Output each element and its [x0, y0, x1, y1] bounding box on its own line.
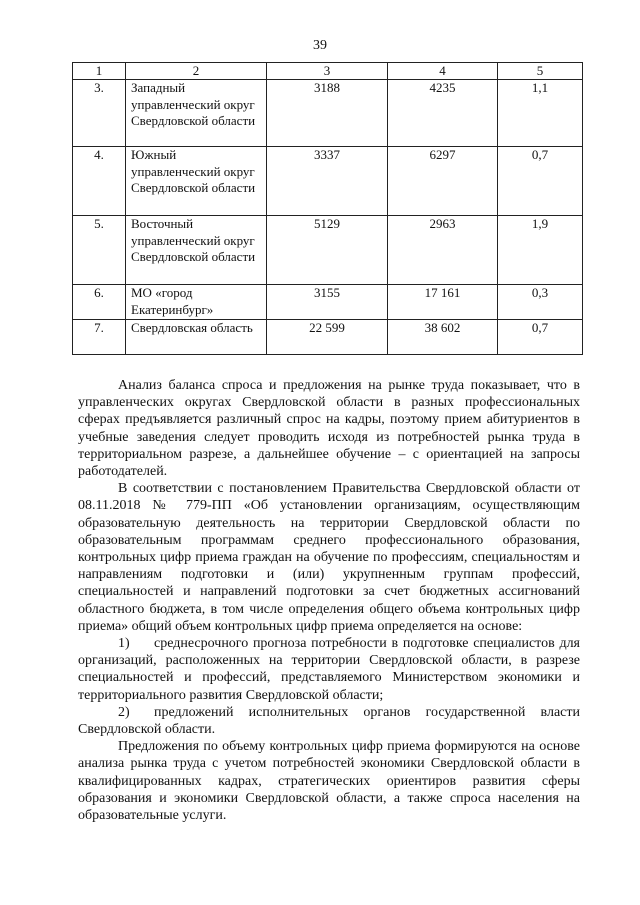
- column-header: 3: [267, 63, 388, 80]
- cell-value: 6297: [388, 147, 498, 216]
- body-text: [78, 377, 580, 824]
- cell-value: 38 602: [388, 320, 498, 355]
- region-name: Восточный управленческий округ Свердловской области: [126, 216, 267, 285]
- cell-value: 1,1: [498, 80, 583, 147]
- cell-value: 2963: [388, 216, 498, 285]
- page-number: 39: [313, 38, 327, 53]
- paragraph: В соответствии с постановлением Правительства Свердловской области от 08.11.2018 № 779-ПП «Об установлении организациям, осуществляющим образовательную деятельность на территории Свердловской области по образовательным программам среднего профессионального образования, контрольных цифр приема граждан на обучение по профессиям, специальностям и направлениям подготовки и (или) укрупненным группам профессий, специальностей и направлений подготовки за счет бюджетных ассигнований областного бюджета, в том числе определения общего объема контрольных цифр приема» общий объем контрольных цифр приема определяется на основе:: [78, 481, 580, 634]
- cell-value: 0,7: [498, 320, 583, 355]
- cell-value: 3155: [267, 285, 388, 320]
- region-name: Свердловская область: [126, 320, 267, 355]
- column-header: 4: [388, 63, 498, 80]
- list-item-number: 2): [118, 704, 130, 720]
- table-row: [73, 320, 583, 355]
- cell-value: 3337: [267, 147, 388, 216]
- table-row: [73, 147, 583, 216]
- cell-value: 0,7: [498, 147, 583, 216]
- paragraph: Предложения по объему контрольных цифр приема формируются на основе анализа рынка труда с учетом потребностей экономики Свердловской области в квалифицированных кадрах, стратегических ориентиров развития сферы образования и экономики Свердловской области, а также спроса населения на образовательные услуги.: [78, 739, 580, 824]
- table-row: [73, 80, 583, 147]
- column-header: 5: [498, 63, 583, 80]
- cell-value: 3188: [267, 80, 388, 147]
- column-header: 1: [73, 63, 126, 80]
- table-row: [73, 285, 583, 320]
- cell-value: 22 599: [267, 320, 388, 355]
- cell-value: 4235: [388, 80, 498, 147]
- row-number: 3.: [73, 80, 126, 147]
- row-number: 7.: [73, 320, 126, 355]
- region-name: МО «город Екатеринбург»: [126, 285, 267, 320]
- region-name: Южный управленческий округ Свердловской области: [126, 147, 267, 216]
- region-name: Западный управленческий округ Свердловской области: [126, 80, 267, 147]
- cell-value: 1,9: [498, 216, 583, 285]
- row-number: 6.: [73, 285, 126, 320]
- cell-value: 5129: [267, 216, 388, 285]
- row-number: 4.: [73, 147, 126, 216]
- cell-value: 17 161: [388, 285, 498, 320]
- table-row: [73, 216, 583, 285]
- list-item: [78, 704, 580, 738]
- row-number: 5.: [73, 216, 126, 285]
- statistics-table: [72, 62, 583, 355]
- column-header: 2: [126, 63, 267, 80]
- cell-value: 0,3: [498, 285, 583, 320]
- table-header-row: [73, 63, 583, 80]
- list-item: [78, 635, 580, 704]
- paragraph: Анализ баланса спроса и предложения на рынке труда показывает, что в управленческих округах Свердловской области в разных профессиональных сферах предъявляется различный спрос на кадры, поэтому прием абитуриентов в учебные заведения следует проводить исходя из потребностей рынка труда в территориальном разрезе, а дальнейшее обучение – с ориентацией на запросы работодателей.: [78, 378, 580, 480]
- list-item-number: 1): [118, 636, 130, 652]
- list-item-text: предложений исполнительных органов государственной власти Свердловской области.: [78, 704, 580, 738]
- list-item-text: среднесрочного прогноза потребности в подготовке специалистов для организаций, расположенных на территории Свердловской области, в разрезе специальностей и профессий, представляемого Министерством экономики и территориального развития Свердловской области;: [78, 636, 580, 703]
